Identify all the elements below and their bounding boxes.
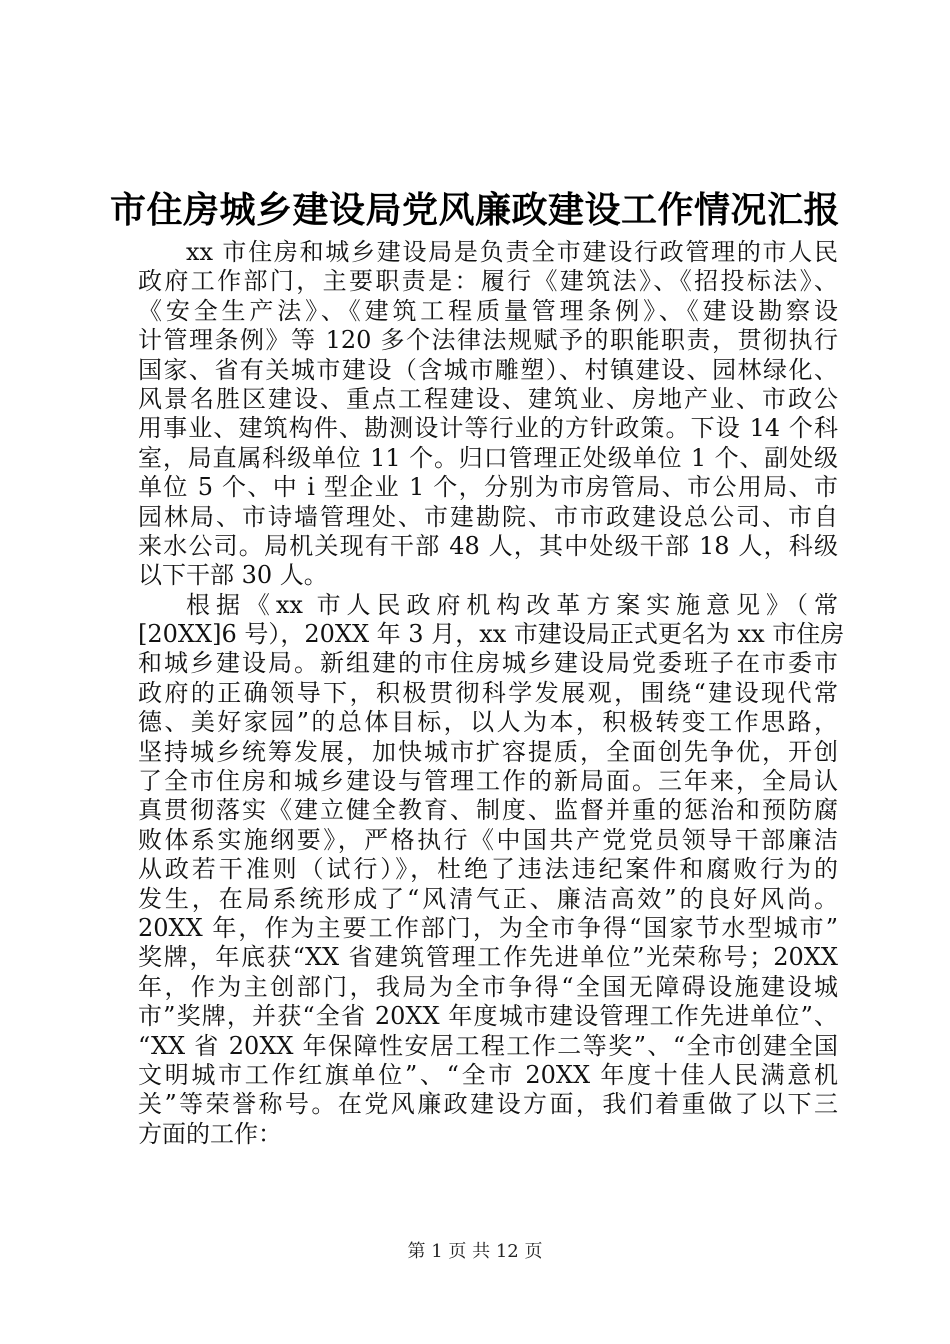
paragraph-1-line: 《安全生产法》、《建筑工程质量管理条例》、《建设勘察设 [138,296,838,325]
paragraph-2-line: 和城乡建设局。新组建的市住房城乡建设局党委班子在市委市 [138,649,838,678]
paragraph-1-line: 风景名胜区建设、重点工程建设、建筑业、房地产业、市政公 [138,384,838,413]
paragraph-2-line: 根据《xx 市人民政府机构改革方案实施意见》（常 [186,590,838,619]
page-footer: 第 1 页 共 12 页 [407,1241,543,1262]
paragraph-2-line: 发生，在局系统形成了“风清气正、廉洁高效”的良好风尚。 [138,884,838,913]
paragraph-1-line: 来水公司。局机关现有干部 48 人，其中处级干部 18 人，科级 [138,531,838,560]
paragraph-2-line: 文明城市工作红旗单位”、“全市 20XX 年度十佳人民满意机 [138,1060,838,1089]
paragraph-2-line: 20XX 年，作为主要工作部门，为全市争得“国家节水型城市” [138,913,838,942]
paragraph-1-line: 用事业、建筑构件、勘测设计等行业的方针政策。下设 14 个科 [138,414,838,443]
paragraph-2-line: 了全市住房和城乡建设与管理工作的新局面。三年来，全局认 [138,767,838,796]
paragraph-1-line: 园林局、市诗墙管理处、市建勘院、市市政建设总公司、市自 [138,502,838,531]
document-title: 市住房城乡建设局党风廉政建设工作情况汇报 [109,189,840,231]
paragraph-2-line: 奖牌，年底获“XX 省建筑管理工作先进单位”光荣称号；20XX [138,943,838,972]
paragraph-1-line: 单位 5 个、中 i 型企业 1 个，分别为市房管局、市公用局、市 [138,473,838,502]
paragraph-2-line: 败体系实施纲要》，严格执行《中国共产党党员领导干部廉洁 [138,825,838,854]
paragraph-1-line: xx 市住房和城乡建设局是负责全市建设行政管理的市人民 [186,238,838,266]
paragraph-1-line: 政府工作部门，主要职责是：履行《建筑法》、《招投标法》、 [138,267,838,296]
paragraph-2-line: 从政若干准则（试行）》，杜绝了违法违纪案件和腐败行为的 [138,855,838,884]
paragraph-2-line: 德、美好家园”的总体目标，以人为本，积极转变工作思路， [138,708,838,737]
paragraph-1-line: 计管理条例》等 120 多个法律法规赋予的职能职责，贯彻执行 [138,326,838,355]
paragraph-2-line: 政府的正确领导下，积极贯彻科学发展观，围绕“建设现代常 [138,678,838,707]
paragraph-2-line: 市”奖牌，并获“全省 20XX 年度城市建设管理工作先进单位”、 [138,1002,838,1031]
document-body [138,238,845,1149]
paragraph-2-line: 真贯彻落实《建立健全教育、制度、监督并重的惩治和预防腐 [138,796,838,825]
paragraph-1-line: 以下干部 30 人。 [138,561,328,590]
paragraph-2-line: “XX 省 20XX 年保障性安居工程工作二等奖”、“全市创建全国 [138,1031,838,1060]
paragraph-1-line: 国家、省有关城市建设（含城市雕塑）、村镇建设、园林绿化、 [138,355,838,384]
paragraph-2-line: 坚持城乡统筹发展，加快城市扩容提质，全面创先争优，开创 [138,737,838,766]
paragraph-2-line: [20XX]6 号），20XX 年 3 月，xx 市建设局正式更名为 xx 市住房 [138,620,845,649]
paragraph-2-line: 方面的工作： [138,1119,282,1148]
paragraph-2-line: 关”等荣誉称号。在党风廉政建设方面，我们着重做了以下三 [138,1090,838,1119]
paragraph-1-line: 室，局直属科级单位 11 个。归口管理正处级单位 1 个、副处级 [138,443,838,472]
paragraph-2-line: 年，作为主创部门，我局为全市争得“全国无障碍设施建设城 [138,972,838,1001]
